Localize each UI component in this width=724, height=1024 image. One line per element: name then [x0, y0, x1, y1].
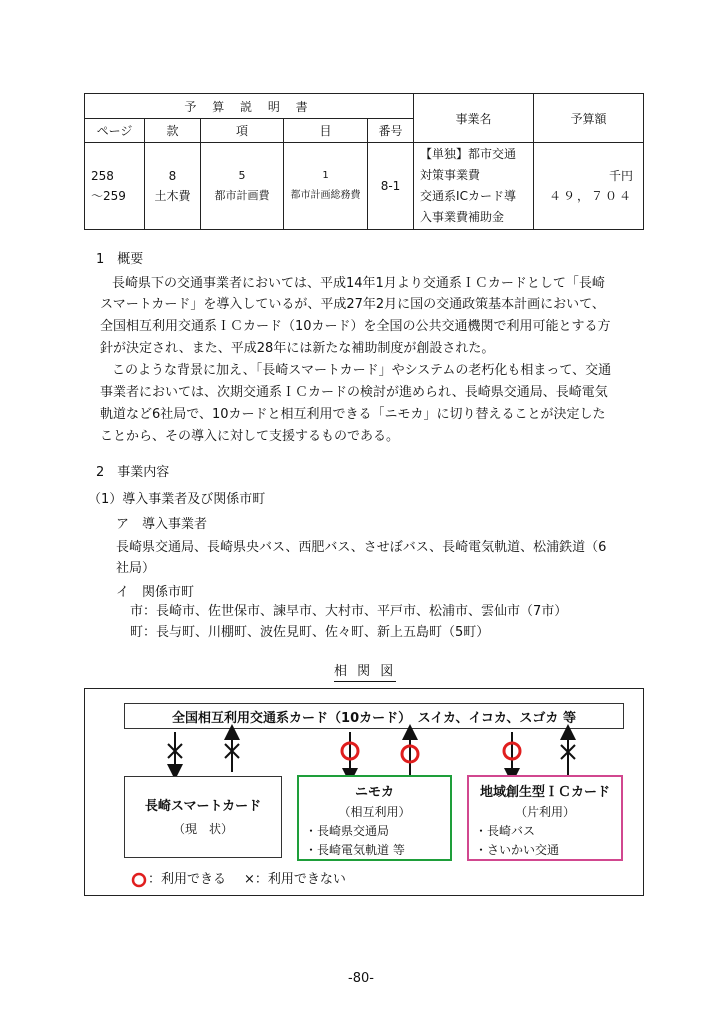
cell-page: 258 ～259: [85, 143, 145, 230]
header-kan: 款: [145, 119, 201, 143]
arrow-mid-up: [402, 732, 418, 776]
box-mid-sub: （相互利用）: [338, 805, 411, 819]
header-moku: 目: [284, 119, 368, 143]
box-mid-item: ・長崎電気軌道 等: [305, 843, 405, 857]
para2-line3: 軌道など6社局で、10カードと相互利用できる「ニモカ」に切り替えることが決定した: [100, 407, 606, 422]
legend-circle-icon: [131, 872, 147, 888]
box-left-title: 長崎スマートカード: [144, 799, 262, 814]
amount-value: ４９，７０４: [549, 189, 634, 203]
cell-number: 8-1: [368, 143, 414, 230]
arrow-mid-down: [342, 732, 358, 776]
para1-line3: 全国相互利用交通系ＩＣカード（10カード）を全国の公共交通機関で利用可能とする方: [100, 319, 611, 334]
para1-line2: スマートカード」を導入しているが、平成27年2月に国の交通政策基本計画において、: [100, 297, 605, 312]
sub-a-line2: 社局）: [116, 561, 156, 576]
page-number: -80-: [348, 971, 374, 986]
arrow-right-down: [504, 732, 520, 776]
legend-ng: ×：利用できない: [244, 872, 346, 887]
arrow-left-down: [168, 732, 182, 772]
section-header: 予 算 説 明 書: [85, 94, 414, 119]
box-nimoca: [297, 775, 452, 861]
box-right-item: ・長崎バス: [475, 824, 536, 838]
box-right-item: ・さいかい交通: [475, 843, 560, 857]
cell-kan: 8 土木費: [145, 143, 201, 230]
section2-heading: 2 事業内容: [96, 465, 170, 480]
section1-heading: 1 概要: [96, 252, 144, 267]
header-number: 番号: [368, 119, 414, 143]
legend-ok: ：利用できる: [148, 872, 227, 887]
sub-a-line1: 長崎県交通局、長崎県央バス、西肥バス、させぼバス、長崎電気軌道、松浦鉄道（6: [116, 540, 607, 555]
box-left-sub: （現 状）: [172, 822, 233, 836]
box-right-title: 地域創生型ＩＣカード: [479, 785, 610, 800]
cell-moku: 1 都市計画総務費: [284, 143, 368, 230]
para1-line4: 針が決定され、また、平成28年には新たな補助制度が創設された。: [100, 341, 495, 356]
para2-line1: このような背景に加え、「長崎スマートカード」やシステムの老朽化も相まって、交通: [112, 363, 612, 378]
cell-kou: 5 都市計画費: [201, 143, 284, 230]
header-amount: 予算額: [534, 94, 644, 143]
header-project-name: 事業名: [414, 94, 534, 143]
sub-a-heading: ア 導入事業者: [116, 517, 208, 532]
box-mid-item: ・長崎県交通局: [305, 824, 390, 838]
arrow-right-up: [561, 732, 575, 776]
section2-sub1: （1）導入事業者及び関係市町: [88, 492, 266, 507]
amount-unit: 千円: [609, 169, 634, 183]
para1-line1: 長崎県下の交通事業者においては、平成14年1月より交通系ＩＣカードとして「長崎: [112, 276, 605, 291]
cell-project-name: 【単独】都市交通 対策事業費 交通系ICカード導 入事業費補助金: [414, 143, 534, 230]
box-right-sub: （片利用）: [514, 805, 575, 819]
box-nagasaki-smartcard: [124, 776, 282, 858]
diagram-title: 相 関 図: [334, 663, 396, 682]
para2-line4: ことから、その導入に対して支援するものである。: [100, 429, 400, 444]
sub-i-line2: 町：長与町、川棚町、波佐見町、佐々町、新上五島町（5町）: [130, 625, 490, 640]
arrow-left-up: [225, 732, 239, 772]
box-mid-title: ニモカ: [354, 785, 394, 800]
sub-i-heading: イ 関係市町: [116, 585, 195, 600]
para2-line2: 事業者においては、次期交通系ＩＣカードの検討が進められ、長崎県交通局、長崎電気: [100, 385, 608, 400]
box-regional-iccard: [467, 775, 623, 861]
header-kou: 項: [201, 119, 284, 143]
sub-i-line1: 市：長崎市、佐世保市、諫早市、大村市、平戸市、松浦市、雲仙市（7市）: [130, 604, 568, 619]
header-page: ページ: [85, 119, 145, 143]
top-box-label: 全国相互利用交通系カード（10カード） スイカ、イコカ、スゴカ 等: [172, 710, 576, 726]
